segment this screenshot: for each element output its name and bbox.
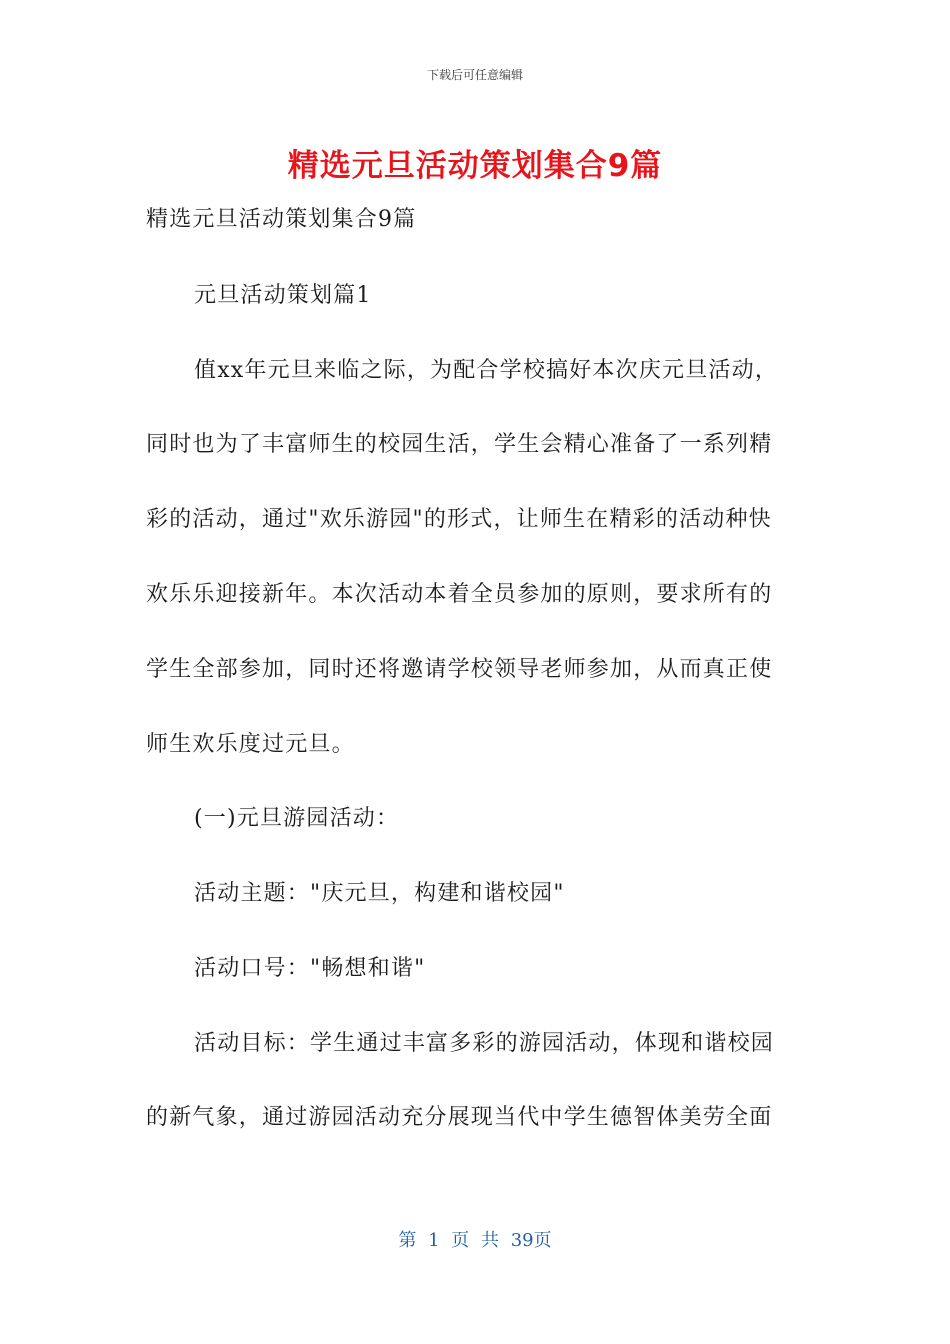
body-line: 同时也为了丰富师生的校园生活，学生会精心准备了一系列精: [146, 432, 773, 457]
document-title: 精选元旦活动策划集合9篇: [287, 148, 663, 184]
page-footer: 第 1 页 共 39页: [398, 1230, 552, 1251]
body-line-subtitle: 精选元旦活动策划集合9篇: [146, 207, 417, 232]
body-line-subheading: (一)元旦游园活动：: [194, 806, 400, 831]
body-line: 活动口号："畅想和谐": [194, 956, 426, 981]
body-line: 值xx年元旦来临之际，为配合学校搞好本次庆元旦活动，: [194, 358, 779, 383]
body-line: 欢乐乐迎接新年。本次活动本着全员参加的原则，要求所有的: [146, 582, 773, 607]
body-line: 师生欢乐度过元旦。: [146, 732, 355, 757]
body-line: 活动主题："庆元旦，构建和谐校园": [194, 881, 565, 906]
body-line-section-heading: 元旦活动策划篇1: [194, 283, 372, 308]
body-line: 的新气象，通过游园活动充分展现当代中学生德智体美劳全面: [146, 1105, 773, 1130]
body-line: 活动目标：学生通过丰富多彩的游园活动，体现和谐校园: [194, 1031, 775, 1056]
body-line: 学生全部参加，同时还将邀请学校领导老师参加，从而真正使: [146, 657, 773, 682]
body-line: 彩的活动，通过"欢乐游园"的形式，让师生在精彩的活动种快: [146, 507, 772, 532]
header-note: 下载后可任意编辑: [426, 68, 523, 82]
